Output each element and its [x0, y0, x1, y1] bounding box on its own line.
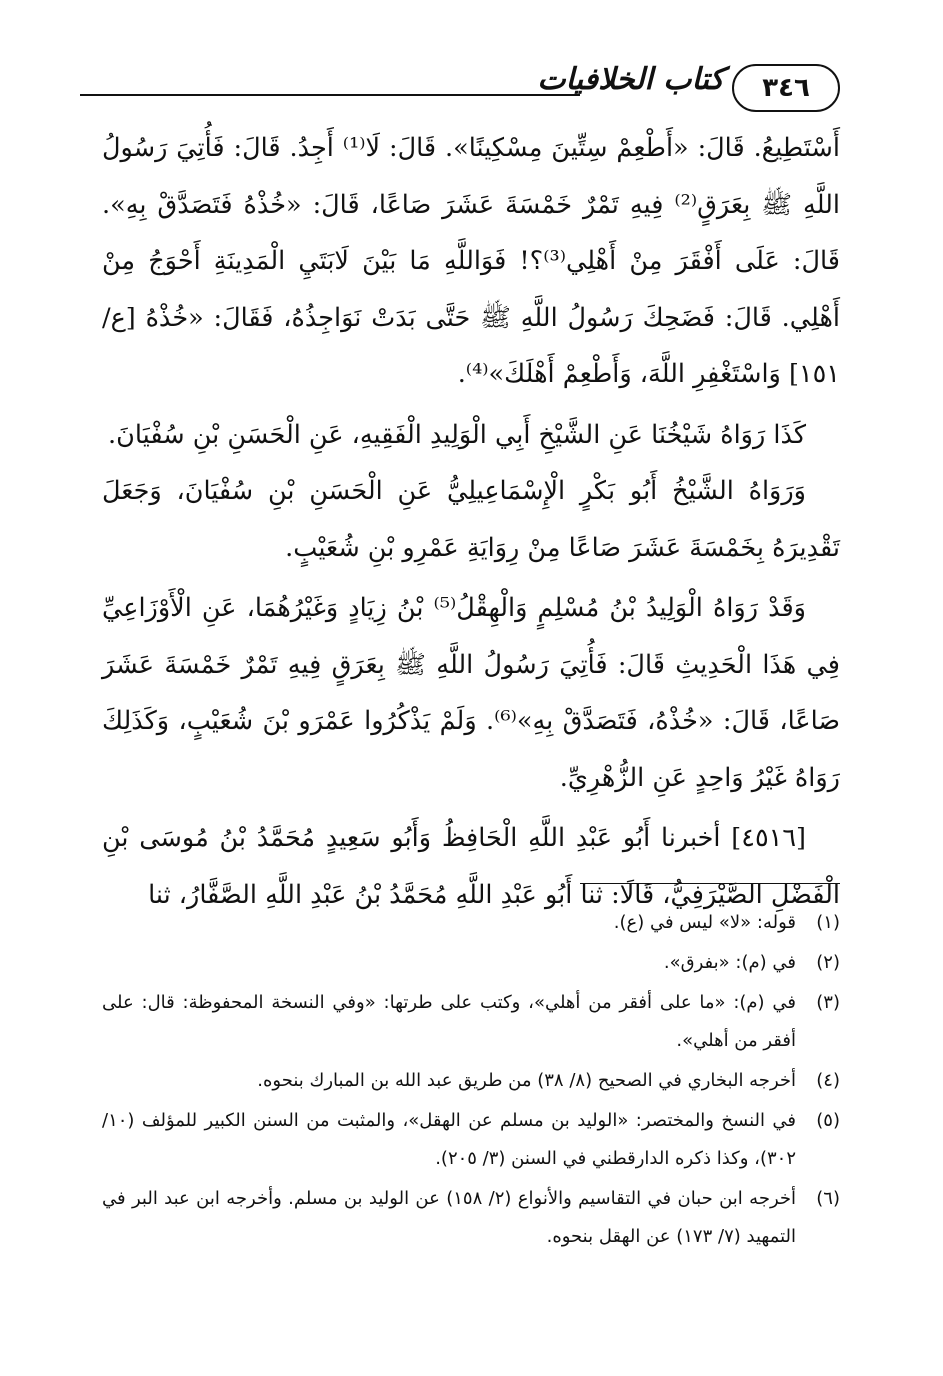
paragraph: وَرَوَاهُ الشَّيْخُ أَبُو بَكْرٍ الْإِسْمَاعِيلِيُّ عَنِ الْحَسَنِ بْنِ سُفْيَانَ، وَجَعَلَ تَقْدِيرَهُ بِخَمْسَةَ عَشَرَ صَاعًا مِنْ رِوَايَةِ عَمْرِو بْنِ شُعَيْبٍ.: [102, 476, 840, 563]
footnote-number: (٦): [816, 1188, 840, 1209]
paragraph: وَقَدْ رَوَاهُ الْوَلِيدُ بْنُ مُسْلِمٍ وَالْهِقْلُ⁽⁵⁾ بْنُ زِيَادٍ وَغَيْرُهُمَا، عَنِ الْأَوْزَاعِيِّ فِي هَذَا الْحَدِيثِ قَالَ: فَأُتِيَ رَسُولُ اللَّهِ ﷺ بِعَرَقٍ فِيهِ تَمْرٌ خَمْسَةَ عَشَرَ صَاعًا، قَالَ: «خُذْهُ، فَتَصَدَّقْ بِهِ»⁽⁶⁾. وَلَمْ يَذْكُرُوا عَمْرَو بْنَ شُعَيْبٍ، وَكَذَلِكَ رَوَاهُ غَيْرُ وَاحِدٍ عَنِ الزُّهْرِيِّ.: [102, 593, 841, 793]
paragraph: [٤٥١٦] أخبرنا أَبُو عَبْدِ اللَّهِ الْحَافِظُ وَأَبُو سَعِيدٍ مُحَمَّدُ بْنُ مُوسَى بْنِ الْفَضْلِ الصَّيْرَفِيُّ، قَالَا: ثنا أَبُو عَبْدِ اللَّهِ مُحَمَّدُ بْنُ عَبْدِ اللَّهِ الصَّفَّارُ، ثنا: [102, 823, 840, 910]
footnote-text: في (م): «بفرق».: [663, 952, 796, 973]
footnote-text: أخرجه ابن حبان في التقاسيم والأنواع (٢/ ١٥٨) عن الوليد بن مسلم. وأخرجه ابن عبد البر في التمهيد (٧/ ١٧٣) عن الهقل بنحوه.: [102, 1188, 797, 1247]
footnote: [102, 1102, 840, 1178]
footnote-number: (٥): [816, 1110, 840, 1131]
footnote-number: (٣): [816, 992, 840, 1013]
page-header: [80, 58, 840, 118]
paragraph: أَسْتَطِيعُ. قَالَ: «أَطْعِمْ سِتِّينَ مِسْكِينًا». قَالَ: لَا⁽¹⁾ أَجِدُ. قَالَ: فَأُتِيَ رَسُولُ اللَّهِ ﷺ بِعَرَقٍ⁽²⁾ فِيهِ تَمْرٌ خَمْسَةَ عَشَرَ صَاعًا، قَالَ: «خُذْهُ فَتَصَدَّقْ بِهِ». قَالَ: عَلَى أَفْقَرَ مِنْ أَهْلِي⁽³⁾؟! فَوَاللَّهِ مَا بَيْنَ لَابَتَيِ الْمَدِينَةِ أَحْوَجُ مِنْ أَهْلِي. قَالَ: فَضَحِكَ رَسُولُ اللَّهِ ﷺ حَتَّى بَدَتْ نَوَاجِذُهُ، فَقَالَ: «خُذْهُ [ع/ ١٥١] وَاسْتَغْفِرِ اللَّهَ، وَأَطْعِمْ أَهْلَكَ»⁽⁴⁾.: [102, 133, 841, 389]
footnote-text: في (م): «ما على أفقر من أهلي»، وكتب على طرتها: «وفي النسخة المحفوظة: قال: على أفقر من أهلي».: [102, 992, 796, 1051]
footnote: [102, 904, 840, 942]
footnote: [102, 1062, 840, 1100]
footnote-number: (١): [816, 912, 840, 933]
paragraph: كَذَا رَوَاهُ شَيْخُنَا عَنِ الشَّيْخِ أَبِي الْوَلِيدِ الْفَقِيهِ، عَنِ الْحَسَنِ بْنِ سُفْيَانَ.: [108, 419, 806, 450]
footnote-text: أخرجه البخاري في الصحيح (٨/ ٣٨) من طريق عبد الله بن المبارك بنحوه.: [257, 1070, 796, 1091]
footnote: [102, 1180, 840, 1256]
book-title: كتاب الخلافيات: [537, 62, 724, 97]
main-text: [102, 120, 840, 923]
footnote-text: في النسخ والمختصر: «الوليد بن مسلم عن الهقل»، والمثبت من السنن الكبير للمؤلف (١٠/ ٣٠٢)، وكذا ذكره الدارقطني في السنن (٣/ ٢٠٥).: [102, 1110, 796, 1169]
footnote-text: قوله: «لا» ليس في (ع).: [613, 912, 796, 933]
footnote-number: (٤): [816, 1070, 840, 1091]
footnote: [102, 984, 840, 1060]
page-number: ٣٤٦: [732, 64, 840, 112]
footnote-number: (٢): [816, 952, 840, 973]
header-rule: [80, 94, 580, 96]
footnotes: [102, 904, 840, 1256]
footnote: [102, 944, 840, 982]
footnote-separator: [580, 883, 840, 884]
